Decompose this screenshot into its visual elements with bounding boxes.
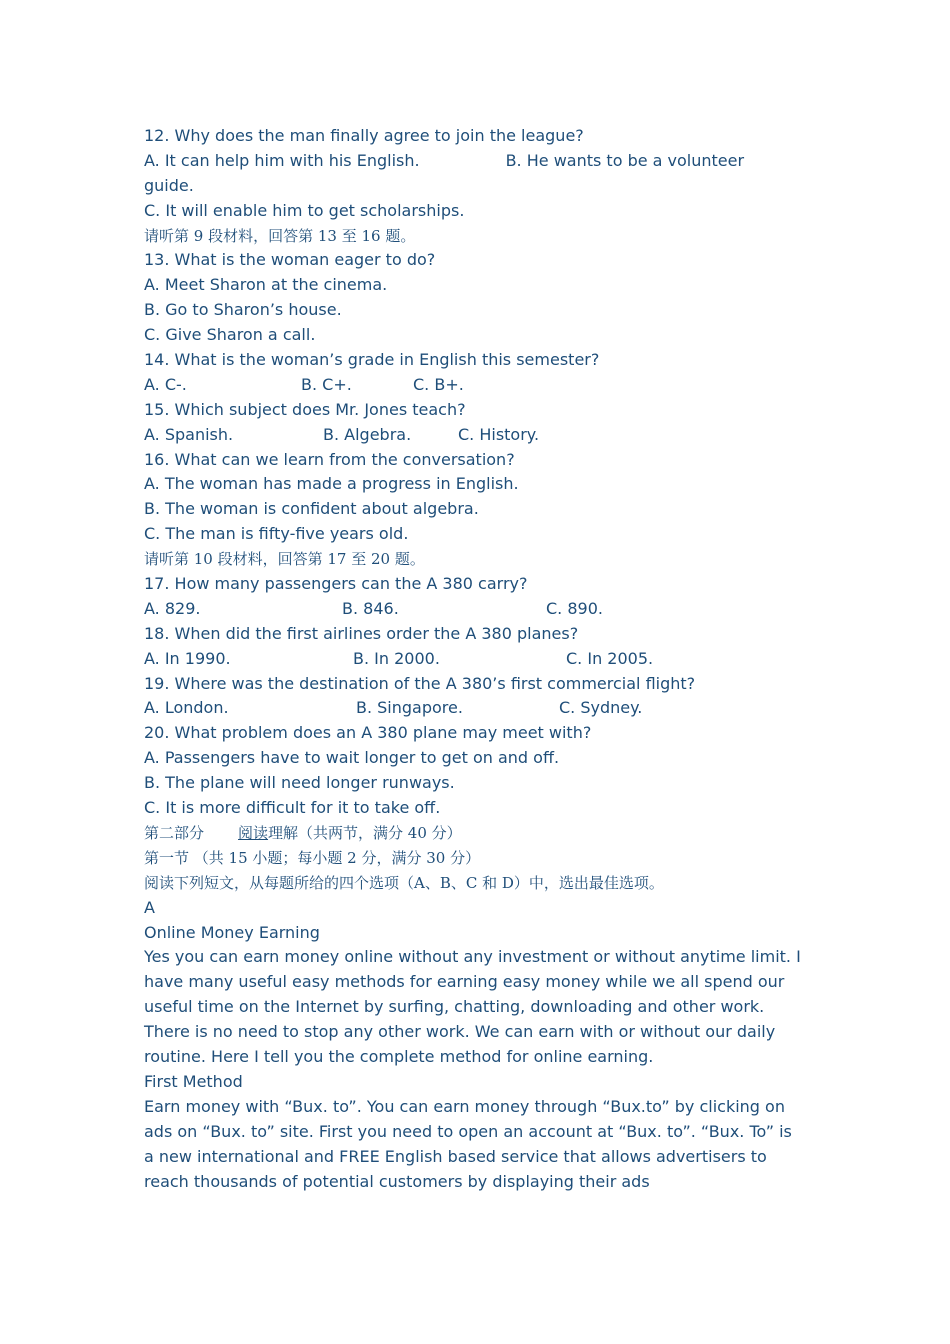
q16-option-a: A. The woman has made a progress in English. xyxy=(144,474,519,494)
q20-option-c: C. It is more difficult for it to take off. xyxy=(144,798,441,818)
reading-instructions: 阅读下列短文，从每题所给的四个选项（A、B、C 和 D）中，选出最佳选项。 xyxy=(144,873,664,892)
section-1-heading: 第一节 （共 15 小题；每小题 2 分，满分 30 分） xyxy=(144,848,481,867)
q16-option-b: B. The woman is confident about algebra. xyxy=(144,499,479,519)
section-10-instruction: 请听第 10 段材料，回答第 17 至 20 题。 xyxy=(144,550,425,569)
method-heading: First Method xyxy=(144,1071,243,1091)
q18-options-row xyxy=(144,647,804,672)
q17-option-a: A. 829. xyxy=(144,598,201,618)
q12-question: 12. Why does the man finally agree to join the league? xyxy=(144,126,584,145)
q14-option-a: A. C-. xyxy=(144,374,187,394)
q12-option-b: B. He wants to be a volunteer xyxy=(505,150,745,170)
part-2-prefix: 第二部分 xyxy=(144,823,205,842)
q14-options-row xyxy=(144,373,804,398)
q17-option-b: B. 846. xyxy=(342,598,399,618)
part-2-underlined: 阅读 xyxy=(238,823,269,842)
q13-option-c: C. Give Sharon a call. xyxy=(144,325,316,345)
q13-question: 13. What is the woman eager to do? xyxy=(144,250,436,270)
q14-question: 14. What is the woman’s grade in English this semester? xyxy=(144,350,600,370)
q14-option-b: B. C+. xyxy=(301,374,352,394)
q20-option-a: A. Passengers have to wait longer to get on and off. xyxy=(144,748,560,768)
q13-option-a: A. Meet Sharon at the cinema. xyxy=(144,275,388,295)
q15-options-row xyxy=(144,423,804,448)
part-2-suffix: 理解（共两节，满分 40 分） xyxy=(268,823,462,842)
q17-option-c: C. 890. xyxy=(546,598,603,618)
part-2-heading xyxy=(144,821,804,846)
q15-question: 15. Which subject does Mr. Jones teach? xyxy=(144,399,466,419)
q19-question: 19. Where was the destination of the A 380’s first commercial flight? xyxy=(144,673,696,693)
passage-title: Online Money Earning xyxy=(144,922,320,942)
q20-option-b: B. The plane will need longer runways. xyxy=(144,773,455,793)
passage-paragraph-2: Earn money with “Bux. to”. You can earn money through “Bux.to” by clicking on ads on “Bux. to” site. First you need to open an account at “Bux. to”. “Bux. To” is a new international and FREE English based service that allows advertisers to reach thousands of potential customers by displaying their ads xyxy=(144,1096,792,1191)
q19-options-row xyxy=(144,696,804,721)
passage-paragraph-1: Yes you can earn money online without any investment or without anytime limit. I have many useful easy methods for earning easy money while we all spend our useful time on the Internet by surfing, chatting, downloading and other work. There is no need to stop any other work. We can earn with or without our daily routine. Here I tell you the complete method for online earning. xyxy=(144,947,801,1067)
passage-label: A xyxy=(144,897,155,917)
q15-option-b: B. Algebra. xyxy=(323,424,412,444)
q16-option-c: C. The man is fifty-five years old. xyxy=(144,524,409,544)
q17-question: 17. How many passengers can the A 380 carry? xyxy=(144,574,528,594)
document-page xyxy=(144,124,804,1194)
q17-options-row xyxy=(144,597,804,622)
q19-option-a: A. London. xyxy=(144,698,229,718)
q19-option-b: B. Singapore. xyxy=(356,698,463,718)
q12-option-b-continued: guide. xyxy=(144,175,194,195)
q14-option-c: C. B+. xyxy=(413,374,464,394)
q16-question: 16. What can we learn from the conversation? xyxy=(144,449,515,469)
section-9-instruction: 请听第 9 段材料，回答第 13 至 16 题。 xyxy=(144,226,416,245)
q12-option-c: C. It will enable him to get scholarships. xyxy=(144,200,465,220)
q18-option-a: A. In 1990. xyxy=(144,648,231,668)
q15-option-c: C. History. xyxy=(458,424,540,444)
q18-option-c: C. In 2005. xyxy=(566,648,654,668)
q18-option-b: B. In 2000. xyxy=(353,648,440,668)
q19-option-c: C. Sydney. xyxy=(559,698,643,718)
q12-option-a: A. It can help him with his English. xyxy=(144,150,420,170)
q20-question: 20. What problem does an A 380 plane may meet with? xyxy=(144,723,592,743)
q15-option-a: A. Spanish. xyxy=(144,424,234,444)
q18-question: 18. When did the first airlines order the A 380 planes? xyxy=(144,623,579,643)
q12-options-row xyxy=(144,149,804,174)
q13-option-b: B. Go to Sharon’s house. xyxy=(144,300,342,320)
